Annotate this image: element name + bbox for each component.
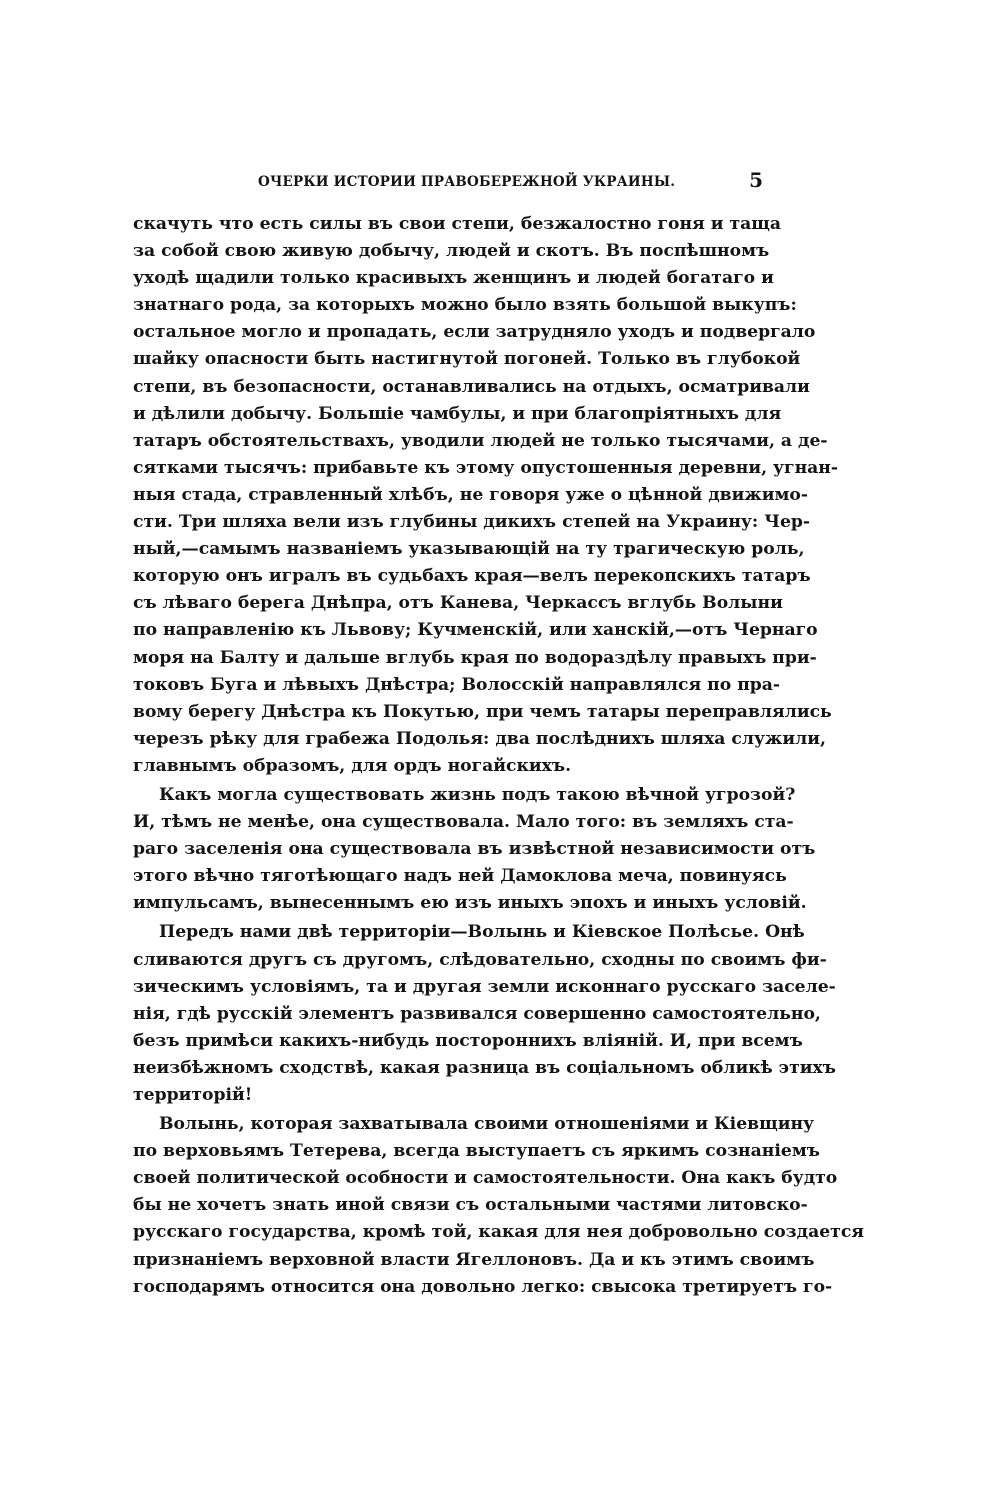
paragraph xyxy=(133,919,836,1109)
text-line: безъ примѣси какихъ-нибудь постороннихъ вліяній. И, при всемъ xyxy=(133,1030,803,1051)
text-line: этого вѣчно тяготѣющаго надъ ней Дамоклова меча, повинуясь xyxy=(133,866,787,887)
running-header xyxy=(133,170,763,194)
paragraph xyxy=(133,782,816,917)
text-line: ныя стада, стравленный хлѣбъ, не говоря уже о цѣнной движимо- xyxy=(133,484,808,505)
text-line: которую онъ игралъ въ судьбахъ края—велъ перекопскихъ татаръ xyxy=(133,566,811,587)
text-line: неизбѣжномъ сходствѣ, какая разница въ соціальномъ обликѣ этихъ xyxy=(133,1057,836,1078)
text-line: своей политической особности и самостоятельности. Она какъ будто xyxy=(133,1168,838,1189)
text-line: сятками тысячъ: прибавьте къ этому опустошенныя деревни, угнан- xyxy=(133,457,839,478)
text-line: бы не хочетъ знать иной связи съ остальными частями литовско- xyxy=(133,1195,808,1216)
text-line: импульсамъ, вынесеннымъ ею изъ иныхъ эпохъ и иныхъ условій. xyxy=(133,893,807,914)
text-line: русскаго государства, кромѣ той, какая для нея добровольно создается xyxy=(133,1222,864,1243)
text-line: сливаются другъ съ другомъ, слѣдовательно, сходны по своимъ фи- xyxy=(133,949,827,970)
text-line: вому берегу Днѣстра къ Покутью, при чемъ татары переправлялись xyxy=(133,701,832,722)
text-line: территорій! xyxy=(133,1085,253,1105)
text-line: и дѣлили добычу. Большіе чамбулы, и при благопріятныхъ для xyxy=(133,403,782,424)
text-line: скачуть что есть силы въ свои степи, безжалостно гоня и таща xyxy=(133,214,781,234)
text-line: Передъ нами двѣ территоріи—Волынь и Кіевское Полѣсье. Онѣ xyxy=(159,922,805,943)
page-number: 5 xyxy=(749,168,763,192)
text-line: нія, гдѣ русскій элементъ развивался совершенно самостоятельно, xyxy=(133,1003,821,1024)
text-line: Волынь, которая захватывала своими отношеніями и Кіевщину xyxy=(159,1114,815,1135)
text-line: по верховьямъ Тетерева, всегда выступаетъ съ яркимъ сознаніемъ xyxy=(133,1141,820,1162)
text-line: сти. Три шляха вели изъ глубины дикихъ степей на Украину: Чер- xyxy=(133,512,811,533)
text-line: зическимъ условіямъ, та и другая земли исконнаго русскаго заселе- xyxy=(133,976,836,997)
text-line: токовъ Буга и лѣвыхъ Днѣстра; Волосскій направлялся по пра- xyxy=(133,674,781,695)
text-line: шайку опасности быть настигнутой погоней. Только въ глубокой xyxy=(133,349,801,370)
text-line: по направленію къ Львову; Кучменскій, или ханскій,—отъ Чернаго xyxy=(133,620,818,641)
text-line: остальное могло и пропадать, если затрудняло уходъ и подвергало xyxy=(133,322,816,343)
text-line: ный,—самымъ названіемъ указывающій на ту трагическую роль, xyxy=(133,539,805,560)
text-line: степи, въ безопасности, останавливались на отдыхъ, осматривали xyxy=(133,376,810,397)
text-line: за собой свою живую добычу, людей и скотъ. Въ поспѣшномъ xyxy=(133,241,770,262)
text-line: признаніемъ верховной власти Ягеллоновъ. Да и къ этимъ своимъ xyxy=(133,1249,815,1270)
text-line: знатнаго рода, за которыхъ можно было взять большой выкупъ: xyxy=(133,295,797,316)
text-line: съ лѣваго берега Днѣпра, отъ Канева, Черкассъ вглубь Волыни xyxy=(133,593,783,614)
paragraph xyxy=(133,1111,864,1301)
text-line: главнымъ образомъ, для ордъ ногайскихъ. xyxy=(133,755,572,776)
text-line: черезъ рѣку для грабежа Подолья: два послѣднихъ шляха служили, xyxy=(133,728,826,749)
body-text xyxy=(133,211,864,1303)
text-line: татаръ обстоятельствахъ, уводили людей не только тысячами, а де- xyxy=(133,430,828,451)
text-line: раго заселенія она существовала въ извѣстной независимости отъ xyxy=(133,839,816,860)
paragraph xyxy=(133,211,839,780)
text-line: И, тѣмъ не менѣе, она существовала. Мало того: въ земляхъ ста- xyxy=(133,812,794,833)
text-line: Какъ могла существовать жизнь подъ такою вѣчной угрозой? xyxy=(159,784,796,805)
text-line: моря на Балту и дальше вглубь края по водораздѣлу правыхъ при- xyxy=(133,647,817,668)
running-title: ОЧЕРКИ ИСТОРИИ ПРАВОБЕРЕЖНОЙ УКРАИНЫ. xyxy=(258,174,676,190)
text-line: уходѣ щадили только красивыхъ женщинъ и людей богатаго и xyxy=(133,268,774,289)
text-line: господарямъ относится она довольно легко: свысока третируетъ го- xyxy=(133,1276,833,1297)
